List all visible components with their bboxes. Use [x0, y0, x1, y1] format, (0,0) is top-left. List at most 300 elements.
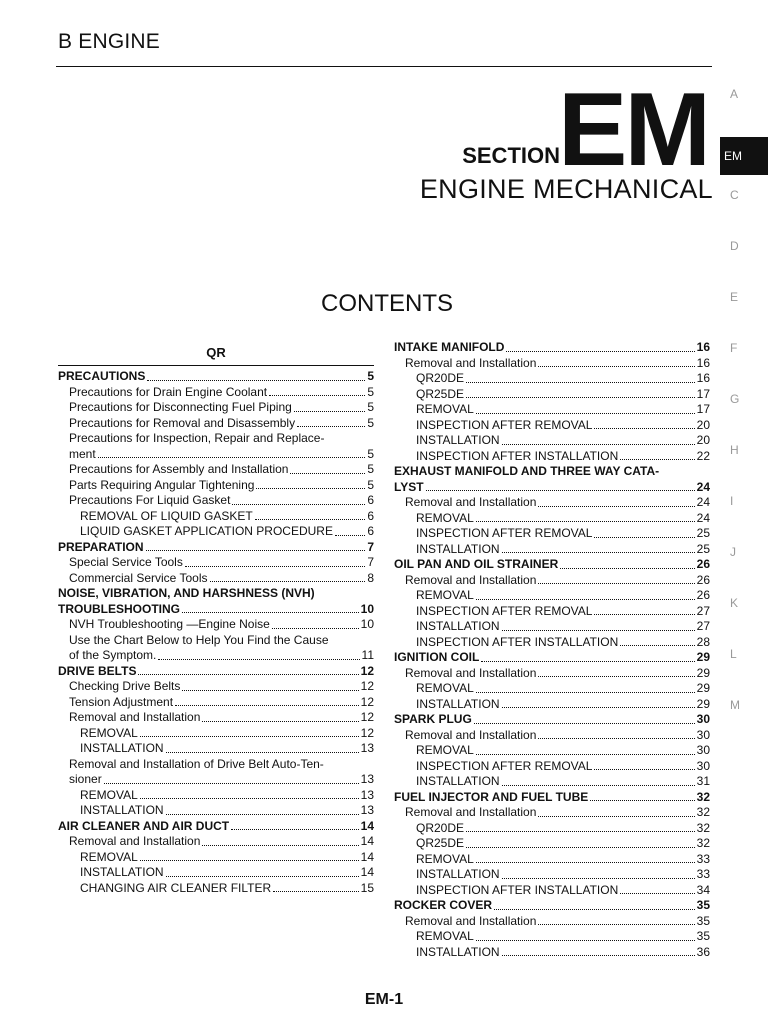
- toc-entry-text: REMOVAL: [416, 681, 474, 695]
- toc-leader-dots: [620, 893, 694, 894]
- toc-leader-dots: [481, 661, 694, 662]
- toc-entry[interactable]: [58, 772, 374, 788]
- toc-entry-continuation: TROUBLESHOOTING: [58, 601, 180, 616]
- toc-page-number: 26: [696, 572, 710, 587]
- toc-leader-dots: [560, 568, 694, 569]
- toc-leader-dots: [476, 692, 695, 693]
- toc-entry[interactable]: [58, 695, 374, 711]
- toc-page-number: 35: [696, 898, 710, 912]
- toc-page-number: 16: [696, 340, 710, 354]
- toc-entry-text: Checking Drive Belts: [69, 679, 181, 693]
- toc-entry-text: OIL PAN AND OIL STRAINER: [394, 557, 559, 571]
- toc-entry-text: INSTALLATION: [416, 774, 500, 788]
- side-tab-e[interactable]: E: [730, 290, 739, 304]
- side-tab-a[interactable]: A: [730, 87, 739, 101]
- side-tab-h[interactable]: H: [730, 443, 739, 457]
- toc-leader-dots: [502, 552, 695, 553]
- section-code: EM: [558, 72, 708, 188]
- toc-entry-text: INSTALLATION: [416, 944, 500, 959]
- toc-entry[interactable]: [394, 526, 710, 542]
- toc-leader-dots: [538, 738, 694, 739]
- toc-entry[interactable]: [394, 480, 710, 496]
- toc-entry[interactable]: [58, 803, 374, 819]
- toc-entry-text: INSTALLATION: [416, 433, 500, 447]
- toc-page-number: 36: [696, 944, 710, 959]
- toc-page-number: 26: [696, 588, 710, 602]
- toc-entry[interactable]: [394, 402, 710, 418]
- toc-entry-text: ROCKER COVER: [394, 898, 493, 912]
- toc-leader-dots: [255, 519, 366, 520]
- toc-leader-dots: [474, 723, 695, 724]
- toc-entry[interactable]: [394, 728, 710, 744]
- toc-entry[interactable]: [394, 821, 710, 837]
- toc-entry-text: DRIVE BELTS: [58, 663, 137, 678]
- toc-entry-continuation: ment: [69, 446, 96, 461]
- toc-leader-dots: [594, 537, 694, 538]
- toc-page-number: 27: [696, 603, 710, 618]
- toc-leader-dots: [538, 924, 694, 925]
- toc-leader-dots: [502, 955, 695, 956]
- side-tab-em[interactable]: EM: [720, 137, 768, 175]
- toc-page-number: 14: [360, 818, 374, 833]
- toc-page-number: 14: [360, 865, 374, 879]
- toc-entry-text: INSTALLATION: [80, 741, 164, 755]
- toc-entry-text: Removal and Installation: [69, 710, 201, 724]
- toc-leader-dots: [426, 490, 695, 491]
- toc-page-number: 32: [696, 789, 710, 804]
- toc-leader-dots: [185, 566, 365, 567]
- toc-entry-text: Precautions for Removal and Disassembly: [69, 415, 296, 430]
- toc-entry-text: Removal and Installation: [405, 572, 537, 587]
- toc-page-number: 5: [367, 477, 374, 492]
- toc-entry-text: CHANGING AIR CLEANER FILTER: [80, 880, 272, 895]
- toc-entry-text[interactable]: Use the Chart Below to Help You Find the Cause: [69, 632, 329, 647]
- toc-leader-dots: [147, 380, 365, 381]
- toc-entry[interactable]: [58, 509, 374, 525]
- toc-entry[interactable]: [394, 867, 710, 883]
- toc-entry[interactable]: [58, 524, 374, 540]
- toc-page-number: 20: [696, 433, 710, 447]
- toc-entry-text: REMOVAL: [416, 743, 474, 757]
- toc-entry[interactable]: [394, 511, 710, 527]
- toc-entry-text: INTAKE MANIFOLD: [394, 340, 505, 354]
- toc-entry-text: REMOVAL: [80, 849, 138, 864]
- section-label: SECTION: [462, 143, 560, 168]
- toc-entry-continuation: of the Symptom.: [69, 648, 157, 662]
- toc-page-number: 24: [696, 495, 710, 509]
- toc-page-number: 28: [696, 634, 710, 649]
- toc-entry-text: INSTALLATION: [80, 865, 164, 879]
- toc-leader-dots: [175, 705, 359, 706]
- toc-entry-text: PREPARATION: [58, 539, 144, 554]
- toc-entry-text: INSPECTION AFTER INSTALLATION: [416, 882, 619, 897]
- toc-entry-continuation: LYST: [394, 479, 424, 494]
- toc-entry[interactable]: [394, 356, 710, 372]
- toc-entry-text: REMOVAL: [80, 787, 138, 802]
- toc-entry[interactable]: [394, 712, 710, 728]
- toc-entry-text: Precautions For Liquid Gasket: [69, 493, 231, 507]
- side-tab-k[interactable]: K: [730, 596, 739, 610]
- toc-leader-dots: [210, 581, 366, 582]
- toc-entry[interactable]: [58, 648, 374, 664]
- toc-page-number: 5: [367, 415, 374, 430]
- toc-entry-text: Precautions for Drain Engine Coolant: [69, 384, 268, 399]
- toc-page-number: 10: [360, 601, 374, 616]
- toc-entry[interactable]: [394, 635, 710, 651]
- toc-page-number: 17: [696, 402, 710, 416]
- toc-page-number: 30: [696, 743, 710, 757]
- toc-leader-dots: [502, 630, 695, 631]
- toc-entry-text: INSTALLATION: [416, 619, 500, 633]
- toc-leader-dots: [140, 736, 359, 737]
- toc-leader-dots: [104, 783, 359, 784]
- toc-entry[interactable]: [58, 478, 374, 494]
- toc-entry[interactable]: [394, 774, 710, 790]
- toc-leader-dots: [538, 366, 694, 367]
- toc-entry-text: QR20DE: [416, 820, 465, 835]
- toc-page-number: 20: [696, 417, 710, 432]
- toc-leader-dots: [466, 847, 695, 848]
- toc-entry[interactable]: [58, 617, 374, 633]
- toc-entry-text: REMOVAL: [416, 851, 474, 866]
- toc-page-number: 5: [367, 462, 374, 476]
- toc-entry-text: INSTALLATION: [416, 541, 500, 556]
- toc-entry[interactable]: [394, 852, 710, 868]
- toc-left-list: [58, 369, 374, 896]
- toc-entry[interactable]: [394, 588, 710, 604]
- toc-entry[interactable]: [394, 542, 710, 558]
- toc-page-number: 32: [696, 805, 710, 819]
- toc-leader-dots: [166, 814, 359, 815]
- toc-entry-text[interactable]: Precautions for Inspection, Repair and Replace-: [69, 431, 325, 445]
- toc-entry[interactable]: [58, 571, 374, 587]
- toc-entry-text: LIQUID GASKET APPLICATION PROCEDURE: [80, 524, 333, 538]
- toc-leader-dots: [202, 845, 358, 846]
- toc-entry[interactable]: [394, 697, 710, 713]
- toc-entry-text: QR25DE: [416, 386, 465, 401]
- toc-entry[interactable]: [394, 945, 710, 961]
- toc-page-number: 5: [367, 369, 374, 383]
- toc-leader-dots: [594, 769, 694, 770]
- toc-leader-dots: [476, 599, 695, 600]
- toc-page-number: 30: [696, 727, 710, 742]
- toc-left-column: [58, 340, 374, 896]
- toc-entry[interactable]: [394, 371, 710, 387]
- toc-page-number: 22: [696, 448, 710, 463]
- toc-entry[interactable]: [58, 462, 374, 478]
- toc-entry[interactable]: [58, 400, 374, 416]
- toc-entry-text: PRECAUTIONS: [58, 369, 146, 383]
- toc-page-number: 25: [696, 541, 710, 556]
- side-tab-l[interactable]: L: [730, 647, 737, 661]
- toc-column-heading: QR: [58, 340, 374, 366]
- side-tab-j[interactable]: J: [730, 545, 736, 559]
- toc-page-number: 30: [696, 758, 710, 773]
- toc-entry[interactable]: [58, 664, 374, 680]
- toc-leader-dots: [98, 457, 366, 458]
- toc-entry-text: NVH Troubleshooting —Engine Noise: [69, 617, 270, 631]
- toc-page-number: 30: [696, 712, 710, 726]
- toc-entry-text: FUEL INJECTOR AND FUEL TUBE: [394, 789, 589, 804]
- toc-page-number: 17: [696, 386, 710, 401]
- toc-leader-dots: [476, 754, 695, 755]
- toc-entry-text: Removal and Installation: [405, 355, 537, 370]
- toc-entry-text: REMOVAL: [80, 725, 138, 740]
- toc-entry[interactable]: [394, 340, 710, 356]
- toc-page-number: 27: [696, 619, 710, 633]
- toc-page-number: 25: [696, 526, 710, 540]
- toc-entry-text: Removal and Installation: [405, 495, 537, 509]
- toc-entry[interactable]: [394, 914, 710, 930]
- toc-entry-text[interactable]: EXHAUST MANIFOLD AND THREE WAY CATA-: [394, 464, 660, 478]
- toc-page-number: 35: [696, 929, 710, 943]
- toc-entry[interactable]: [58, 679, 374, 695]
- toc-entry-text: Removal and Installation: [69, 834, 201, 848]
- toc-leader-dots: [594, 428, 694, 429]
- toc-page-number: 13: [360, 787, 374, 802]
- toc-entry[interactable]: [394, 929, 710, 945]
- toc-right-column: [394, 340, 710, 960]
- toc-entry[interactable]: [394, 743, 710, 759]
- toc-entry-text: Precautions for Disconnecting Fuel Piping: [69, 400, 292, 414]
- toc-entry-text[interactable]: NOISE, VIBRATION, AND HARSHNESS (NVH): [58, 586, 315, 600]
- toc-entry-text: REMOVAL: [416, 510, 474, 525]
- toc-entry[interactable]: [58, 741, 374, 757]
- toc-leader-dots: [466, 831, 695, 832]
- side-tab-d[interactable]: D: [730, 239, 739, 253]
- toc-page-number: 5: [367, 384, 374, 399]
- toc-entry[interactable]: [394, 898, 710, 914]
- toc-page-number: 14: [360, 834, 374, 848]
- contents-heading: CONTENTS: [321, 290, 453, 317]
- toc-leader-dots: [594, 614, 694, 615]
- toc-entry-text: INSPECTION AFTER REMOVAL: [416, 603, 593, 618]
- toc-leader-dots: [140, 860, 359, 861]
- toc-leader-dots: [494, 909, 695, 910]
- toc-leader-dots: [620, 645, 694, 646]
- toc-entry[interactable]: [394, 433, 710, 449]
- toc-page-number: 7: [367, 555, 374, 569]
- toc-leader-dots: [256, 488, 365, 489]
- toc-entry[interactable]: [58, 834, 374, 850]
- toc-leader-dots: [502, 707, 695, 708]
- toc-leader-dots: [202, 721, 358, 722]
- toc-leader-dots: [538, 816, 694, 817]
- toc-entry-text: Removal and Installation: [405, 913, 537, 928]
- toc-entry[interactable]: [58, 493, 374, 509]
- toc-page-number: 13: [360, 803, 374, 817]
- toc-page-number: 12: [360, 679, 374, 693]
- toc-page-number: 24: [696, 479, 710, 494]
- toc-page-number: 33: [696, 867, 710, 881]
- toc-page-number: 33: [696, 851, 710, 866]
- toc-entry[interactable]: [58, 788, 374, 804]
- toc-page-number: 24: [696, 510, 710, 525]
- toc-entry-text: INSPECTION AFTER INSTALLATION: [416, 448, 619, 463]
- toc-entry[interactable]: [58, 385, 374, 401]
- toc-entry-text: Special Service Tools: [69, 555, 183, 569]
- toc-entry[interactable]: [58, 865, 374, 881]
- toc-entry-text: REMOVAL: [416, 588, 474, 602]
- toc-entry[interactable]: [394, 883, 710, 899]
- toc-page-number: 34: [696, 882, 710, 897]
- toc-page-number: 32: [696, 820, 710, 835]
- toc-entry-text: REMOVAL OF LIQUID GASKET: [80, 508, 253, 523]
- toc-entry[interactable]: [58, 540, 374, 556]
- toc-entry[interactable]: [394, 573, 710, 589]
- toc-page-number: 16: [696, 371, 710, 385]
- toc-leader-dots: [476, 413, 695, 414]
- toc-entry[interactable]: [394, 650, 710, 666]
- toc-entry[interactable]: [394, 557, 710, 573]
- toc-entry[interactable]: [58, 369, 374, 385]
- toc-leader-dots: [538, 676, 694, 677]
- toc-leader-dots: [231, 829, 359, 830]
- toc-page-number: 15: [360, 880, 374, 895]
- section-index-tabs: [720, 82, 768, 744]
- toc-entry-text: REMOVAL: [416, 402, 474, 416]
- toc-leader-dots: [538, 506, 694, 507]
- toc-leader-dots: [476, 862, 695, 863]
- toc-entry-text: AIR CLEANER AND AIR DUCT: [58, 818, 230, 833]
- toc-entry-text: Removal and Installation: [405, 665, 537, 680]
- toc-page-number: 13: [360, 772, 374, 786]
- toc-page-number: 29: [696, 681, 710, 695]
- toc-entry-text: Commercial Service Tools: [69, 570, 208, 585]
- toc-entry-text[interactable]: Removal and Installation of Drive Belt Auto-Ten-: [69, 756, 324, 771]
- toc-entry[interactable]: [58, 416, 374, 432]
- side-tab-i[interactable]: I: [730, 494, 734, 508]
- toc-entry[interactable]: [394, 604, 710, 620]
- toc-leader-dots: [502, 878, 695, 879]
- toc-entry-text: INSTALLATION: [80, 803, 164, 817]
- toc-entry-continuation: sioner: [69, 772, 102, 786]
- toc-page-number: 26: [696, 557, 710, 571]
- toc-leader-dots: [620, 459, 694, 460]
- toc-page-number: 12: [360, 725, 374, 740]
- toc-page-number: 5: [367, 400, 374, 414]
- toc-leader-dots: [272, 628, 359, 629]
- toc-right-list: [394, 340, 710, 960]
- side-tab-m[interactable]: M: [730, 698, 740, 712]
- toc-leader-dots: [466, 397, 695, 398]
- page-number: EM-1: [364, 991, 404, 1008]
- toc-entry-text: Tension Adjustment: [69, 694, 174, 709]
- toc-entry[interactable]: [58, 555, 374, 571]
- toc-leader-dots: [138, 674, 358, 675]
- toc-page-number: 11: [361, 648, 374, 662]
- toc-entry[interactable]: [58, 447, 374, 463]
- toc-leader-dots: [538, 583, 694, 584]
- toc-page-number: 29: [696, 650, 710, 664]
- toc-page-number: 12: [360, 663, 374, 678]
- toc-entry-text: QR25DE: [416, 836, 465, 850]
- toc-leader-dots: [182, 690, 358, 691]
- toc-page-number: 13: [360, 741, 374, 755]
- toc-leader-dots: [146, 550, 366, 551]
- toc-entry[interactable]: [394, 759, 710, 775]
- toc-entry-text: Parts Requiring Angular Tightening: [69, 477, 255, 492]
- toc-leader-dots: [158, 659, 359, 660]
- side-tab-g[interactable]: G: [730, 392, 740, 406]
- toc-entry[interactable]: [58, 819, 374, 835]
- toc-leader-dots: [506, 351, 694, 352]
- toc-leader-dots: [476, 521, 695, 522]
- toc-page-number: 5: [367, 446, 374, 461]
- toc-leader-dots: [297, 426, 365, 427]
- toc-page-number: 29: [696, 696, 710, 711]
- toc-entry-text: QR20DE: [416, 371, 465, 385]
- toc-leader-dots: [232, 504, 365, 505]
- toc-leader-dots: [476, 940, 695, 941]
- toc-leader-dots: [466, 382, 695, 383]
- toc-leader-dots: [502, 444, 695, 445]
- manual-group-title: B ENGINE: [58, 30, 160, 53]
- toc-entry[interactable]: [394, 805, 710, 821]
- toc-entry[interactable]: [394, 418, 710, 434]
- toc-entry-text: Precautions for Assembly and Installation: [69, 462, 289, 476]
- toc-entry[interactable]: [58, 710, 374, 726]
- toc-leader-dots: [590, 800, 694, 801]
- toc-page-number: 35: [696, 913, 710, 928]
- toc-entry-text: INSTALLATION: [416, 867, 500, 881]
- toc-entry-text: INSPECTION AFTER REMOVAL: [416, 526, 593, 540]
- toc-page-number: 31: [696, 774, 710, 788]
- toc-leader-dots: [166, 752, 359, 753]
- toc-entry[interactable]: [394, 495, 710, 511]
- section-title: ENGINE MECHANICAL: [419, 174, 713, 204]
- toc-leader-dots: [182, 612, 359, 613]
- toc-leader-dots: [290, 473, 365, 474]
- toc-page-number: 29: [696, 665, 710, 680]
- toc-entry[interactable]: [394, 836, 710, 852]
- toc-entry[interactable]: [58, 726, 374, 742]
- toc-entry-text: INSPECTION AFTER INSTALLATION: [416, 634, 619, 649]
- toc-leader-dots: [269, 395, 365, 396]
- toc-page-number: 6: [367, 508, 374, 523]
- toc-page-number: 8: [367, 570, 374, 585]
- toc-entry-text: INSTALLATION: [416, 696, 500, 711]
- side-tab-f[interactable]: F: [730, 341, 738, 355]
- toc-leader-dots: [166, 876, 359, 877]
- toc-entry-text: INSPECTION AFTER REMOVAL: [416, 417, 593, 432]
- toc-entry[interactable]: [394, 666, 710, 682]
- toc-entry-text: Removal and Installation: [405, 727, 537, 742]
- toc-page-number: 6: [367, 493, 374, 507]
- toc-leader-dots: [140, 798, 359, 799]
- toc-page-number: 12: [360, 694, 374, 709]
- toc-page-number: 6: [367, 524, 374, 538]
- toc-entry-text: REMOVAL: [416, 929, 474, 943]
- toc-entry[interactable]: [394, 449, 710, 465]
- side-tab-c[interactable]: C: [730, 188, 739, 202]
- toc-leader-dots: [502, 785, 695, 786]
- toc-entry[interactable]: [394, 790, 710, 806]
- toc-page-number: 10: [360, 617, 374, 631]
- toc-leader-dots: [294, 411, 366, 412]
- toc-page-number: 7: [367, 539, 374, 554]
- toc-entry[interactable]: [58, 881, 374, 897]
- toc-entry-text: SPARK PLUG: [394, 712, 472, 726]
- toc-entry[interactable]: [394, 387, 710, 403]
- toc-entry[interactable]: [394, 619, 710, 635]
- toc-entry-text: INSPECTION AFTER REMOVAL: [416, 758, 593, 773]
- header-divider: [56, 66, 712, 67]
- toc-entry[interactable]: [394, 681, 710, 697]
- toc-leader-dots: [335, 535, 365, 536]
- toc-entry[interactable]: [58, 602, 374, 618]
- toc-entry[interactable]: [58, 850, 374, 866]
